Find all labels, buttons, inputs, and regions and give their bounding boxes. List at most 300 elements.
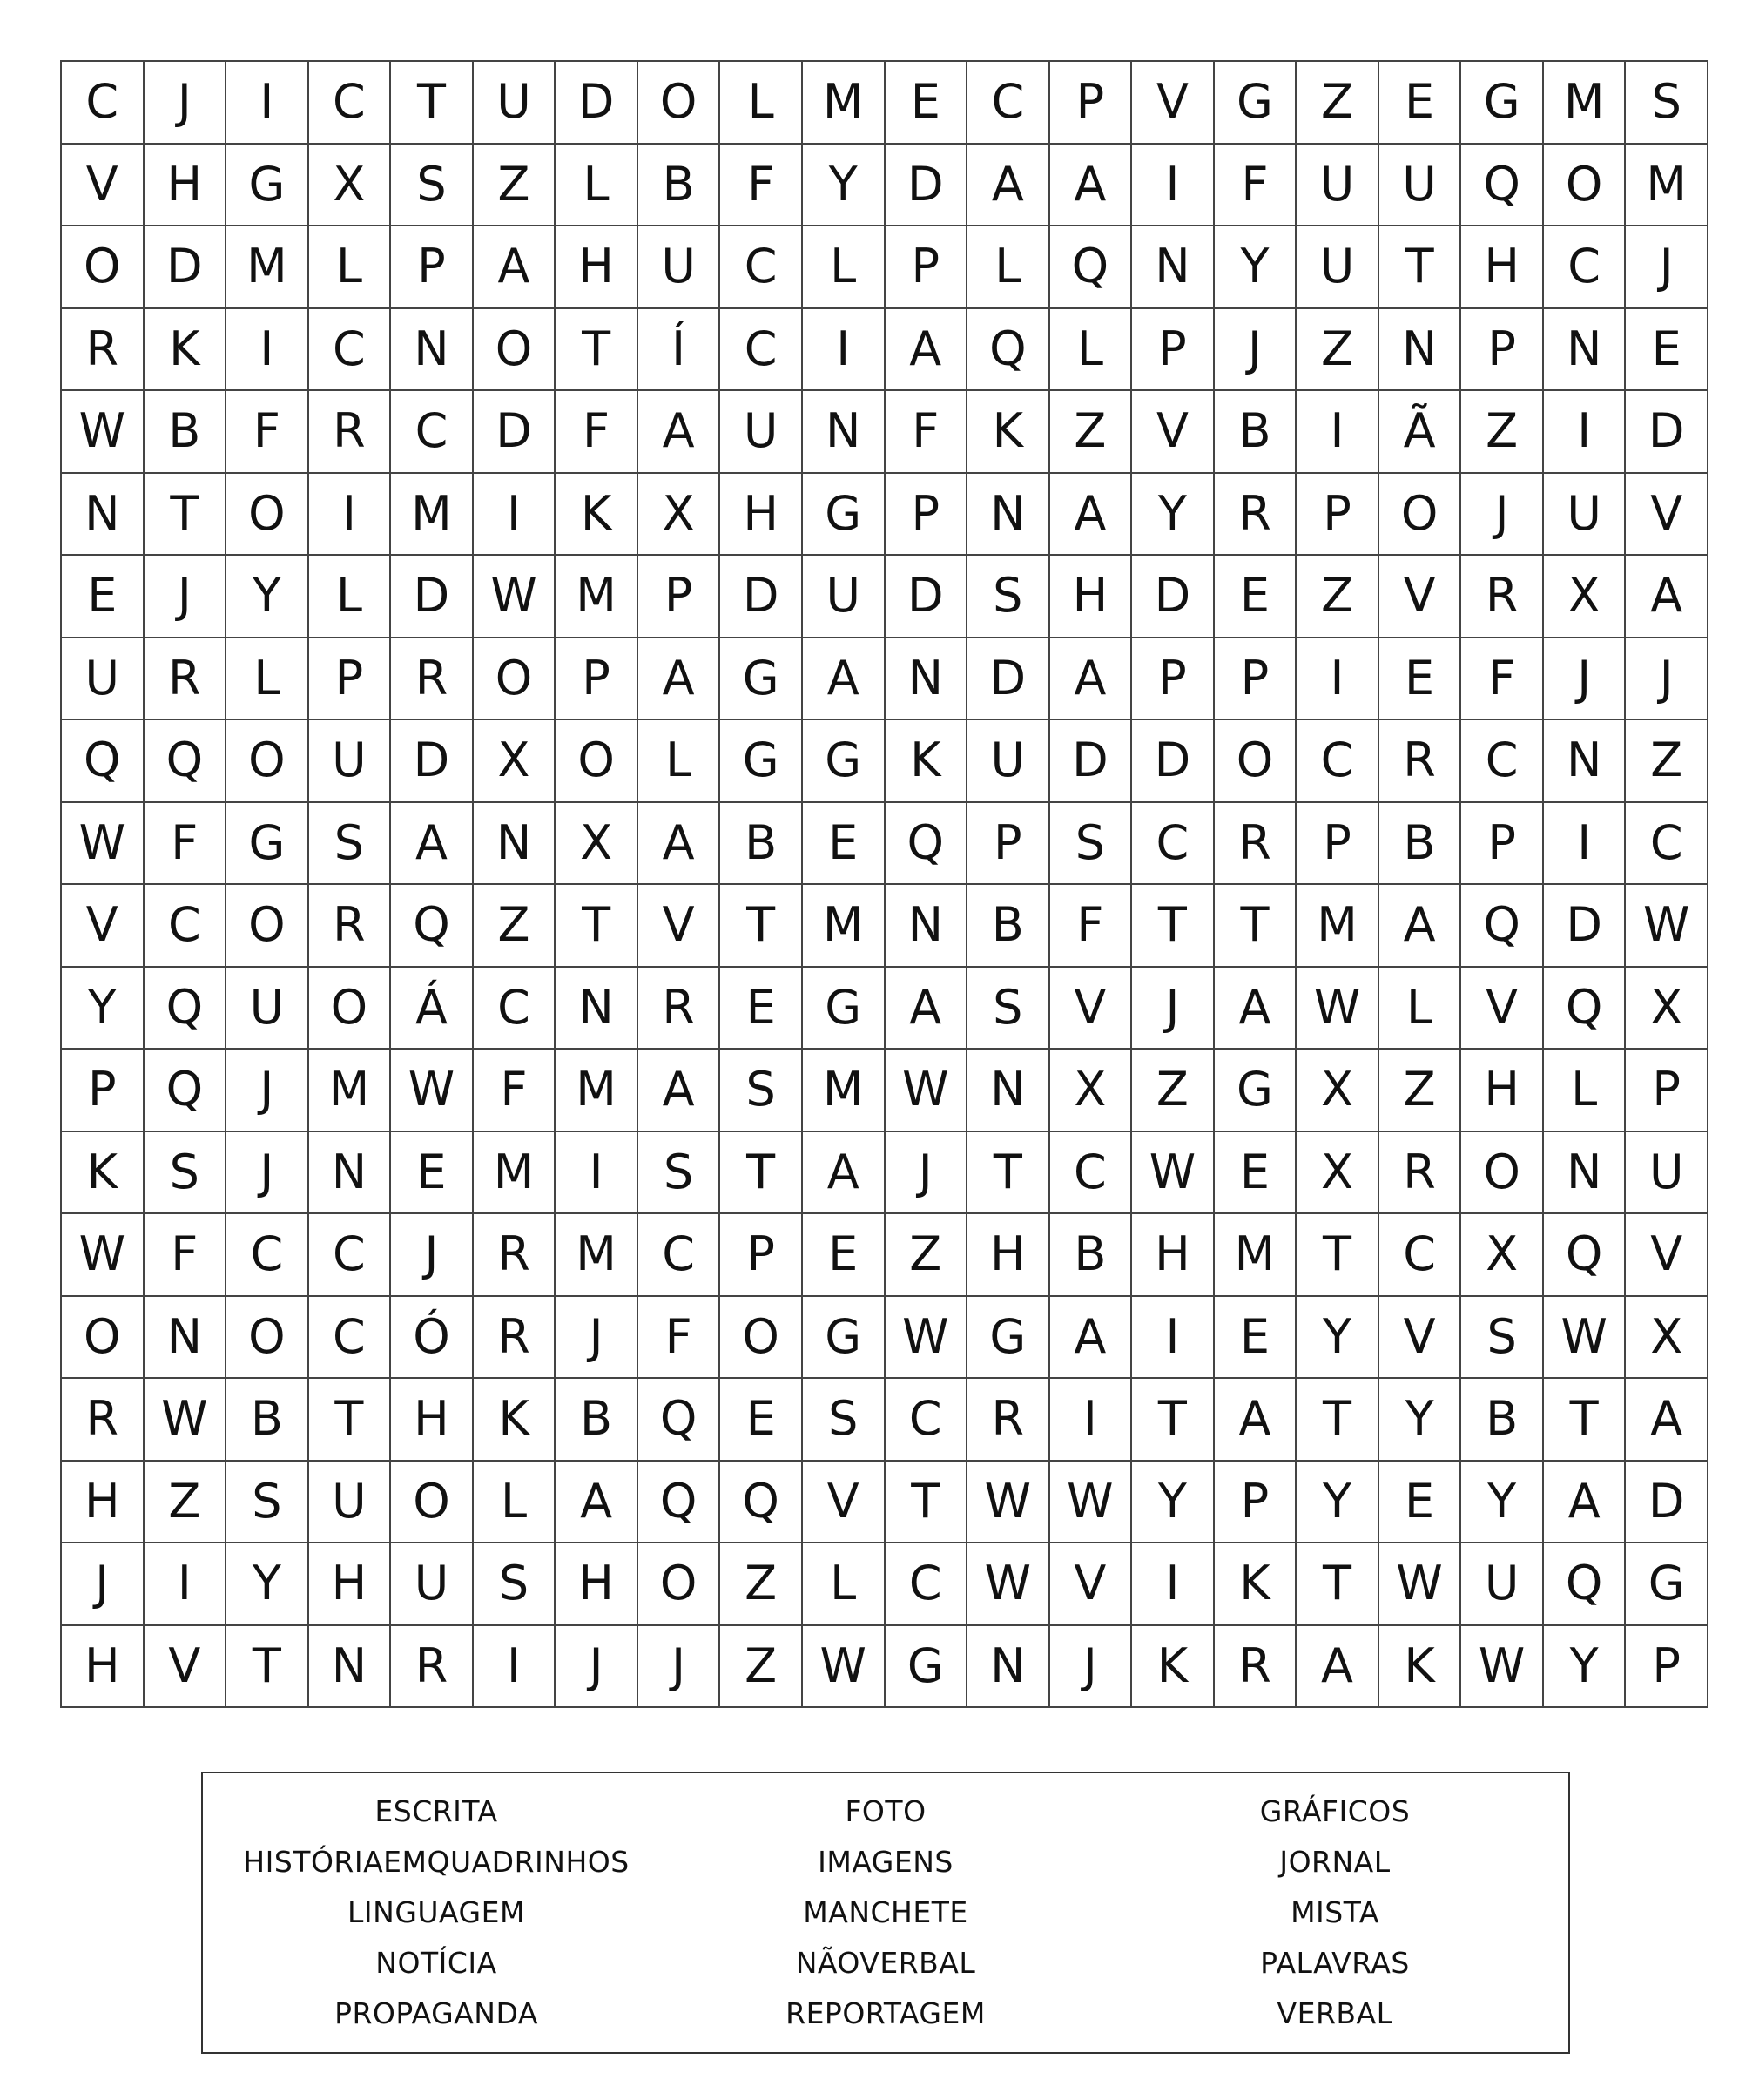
grid-cell[interactable]: I	[145, 1543, 227, 1626]
grid-cell[interactable]: Y	[1132, 474, 1215, 557]
grid-cell[interactable]: M	[1297, 885, 1379, 968]
grid-cell[interactable]: C	[1626, 803, 1708, 886]
grid-cell[interactable]: A	[474, 226, 556, 309]
grid-cell[interactable]: S	[803, 1379, 886, 1462]
grid-cell[interactable]: P	[638, 556, 721, 638]
grid-cell[interactable]: O	[1379, 474, 1462, 557]
grid-cell[interactable]: C	[720, 226, 803, 309]
grid-cell[interactable]: Y	[803, 145, 886, 227]
grid-cell[interactable]: D	[720, 556, 803, 638]
grid-cell[interactable]: D	[1132, 556, 1215, 638]
grid-cell[interactable]: W	[62, 1214, 145, 1297]
grid-cell[interactable]: O	[556, 720, 638, 803]
grid-cell[interactable]: Q	[145, 968, 227, 1050]
grid-cell[interactable]: C	[967, 62, 1050, 145]
grid-cell[interactable]: R	[391, 638, 474, 721]
grid-cell[interactable]: R	[62, 309, 145, 392]
grid-cell[interactable]: O	[226, 474, 309, 557]
grid-cell[interactable]: P	[1132, 638, 1215, 721]
grid-cell[interactable]: Z	[474, 885, 556, 968]
grid-cell[interactable]: W	[1050, 1462, 1133, 1544]
grid-cell[interactable]: B	[967, 885, 1050, 968]
grid-cell[interactable]: L	[1544, 1050, 1627, 1132]
grid-cell[interactable]: O	[309, 968, 392, 1050]
grid-cell[interactable]: Q	[886, 803, 968, 886]
grid-cell[interactable]: B	[1461, 1379, 1544, 1462]
grid-cell[interactable]: S	[1626, 62, 1708, 145]
grid-cell[interactable]: Q	[145, 720, 227, 803]
grid-cell[interactable]: H	[62, 1626, 145, 1709]
grid-cell[interactable]: F	[474, 1050, 556, 1132]
grid-cell[interactable]: I	[474, 1626, 556, 1709]
grid-cell[interactable]: M	[474, 1132, 556, 1215]
grid-cell[interactable]: M	[1626, 145, 1708, 227]
grid-cell[interactable]: N	[309, 1132, 392, 1215]
grid-cell[interactable]: V	[1132, 62, 1215, 145]
grid-cell[interactable]: H	[556, 1543, 638, 1626]
grid-cell[interactable]: C	[1379, 1214, 1462, 1297]
grid-cell[interactable]: R	[309, 391, 392, 474]
grid-cell[interactable]: X	[556, 803, 638, 886]
grid-cell[interactable]: O	[474, 638, 556, 721]
grid-cell[interactable]: R	[638, 968, 721, 1050]
grid-cell[interactable]: W	[62, 391, 145, 474]
grid-cell[interactable]: N	[967, 474, 1050, 557]
grid-cell[interactable]: M	[1544, 62, 1627, 145]
grid-cell[interactable]: Q	[145, 1050, 227, 1132]
grid-cell[interactable]: F	[1050, 885, 1133, 968]
grid-cell[interactable]: E	[1215, 556, 1297, 638]
grid-cell[interactable]: B	[638, 145, 721, 227]
grid-cell[interactable]: V	[1626, 1214, 1708, 1297]
grid-cell[interactable]: B	[1215, 391, 1297, 474]
grid-cell[interactable]: M	[803, 1050, 886, 1132]
grid-cell[interactable]: M	[226, 226, 309, 309]
grid-cell[interactable]: W	[886, 1050, 968, 1132]
grid-cell[interactable]: O	[62, 1297, 145, 1380]
grid-cell[interactable]: U	[1461, 1543, 1544, 1626]
grid-cell[interactable]: U	[638, 226, 721, 309]
grid-cell[interactable]: H	[62, 1462, 145, 1544]
grid-cell[interactable]: A	[1626, 1379, 1708, 1462]
grid-cell[interactable]: Z	[1050, 391, 1133, 474]
grid-cell[interactable]: J	[886, 1132, 968, 1215]
grid-cell[interactable]: O	[638, 62, 721, 145]
grid-cell[interactable]: P	[62, 1050, 145, 1132]
grid-cell[interactable]: F	[145, 803, 227, 886]
grid-cell[interactable]: E	[1379, 62, 1462, 145]
grid-cell[interactable]: A	[391, 803, 474, 886]
grid-cell[interactable]: N	[967, 1050, 1050, 1132]
grid-cell[interactable]: C	[638, 1214, 721, 1297]
grid-cell[interactable]: Y	[1132, 1462, 1215, 1544]
grid-cell[interactable]: T	[1297, 1379, 1379, 1462]
grid-cell[interactable]: T	[720, 1132, 803, 1215]
grid-cell[interactable]: Q	[1461, 145, 1544, 227]
grid-cell[interactable]: E	[886, 62, 968, 145]
grid-cell[interactable]: T	[145, 474, 227, 557]
grid-cell[interactable]: N	[145, 1297, 227, 1380]
grid-cell[interactable]: R	[1379, 720, 1462, 803]
grid-cell[interactable]: O	[62, 226, 145, 309]
grid-cell[interactable]: M	[803, 885, 886, 968]
grid-cell[interactable]: A	[1050, 638, 1133, 721]
grid-cell[interactable]: Y	[1544, 1626, 1627, 1709]
grid-cell[interactable]: A	[638, 803, 721, 886]
grid-cell[interactable]: R	[474, 1297, 556, 1380]
grid-cell[interactable]: F	[145, 1214, 227, 1297]
grid-cell[interactable]: G	[226, 145, 309, 227]
grid-cell[interactable]: R	[62, 1379, 145, 1462]
grid-cell[interactable]: E	[720, 1379, 803, 1462]
grid-cell[interactable]: Z	[1297, 556, 1379, 638]
grid-cell[interactable]: U	[967, 720, 1050, 803]
grid-cell[interactable]: G	[720, 638, 803, 721]
grid-cell[interactable]: W	[967, 1462, 1050, 1544]
grid-cell[interactable]: C	[1050, 1132, 1133, 1215]
grid-cell[interactable]: L	[1379, 968, 1462, 1050]
grid-cell[interactable]: G	[226, 803, 309, 886]
grid-cell[interactable]: N	[1379, 309, 1462, 392]
grid-cell[interactable]: J	[1626, 638, 1708, 721]
grid-cell[interactable]: D	[1626, 391, 1708, 474]
grid-cell[interactable]: R	[1215, 1626, 1297, 1709]
grid-cell[interactable]: B	[226, 1379, 309, 1462]
grid-cell[interactable]: S	[474, 1543, 556, 1626]
grid-cell[interactable]: W	[62, 803, 145, 886]
grid-cell[interactable]: G	[1461, 62, 1544, 145]
grid-cell[interactable]: K	[886, 720, 968, 803]
grid-cell[interactable]: P	[1050, 62, 1133, 145]
grid-cell[interactable]: U	[309, 1462, 392, 1544]
grid-cell[interactable]: N	[803, 391, 886, 474]
grid-cell[interactable]: W	[886, 1297, 968, 1380]
grid-cell[interactable]: B	[720, 803, 803, 886]
grid-cell[interactable]: O	[1461, 1132, 1544, 1215]
grid-cell[interactable]: P	[967, 803, 1050, 886]
grid-cell[interactable]: Y	[226, 1543, 309, 1626]
grid-cell[interactable]: A	[1215, 968, 1297, 1050]
grid-cell[interactable]: I	[1132, 1543, 1215, 1626]
grid-cell[interactable]: P	[720, 1214, 803, 1297]
grid-cell[interactable]: W	[391, 1050, 474, 1132]
grid-cell[interactable]: L	[720, 62, 803, 145]
grid-cell[interactable]: O	[226, 720, 309, 803]
grid-cell[interactable]: O	[391, 1462, 474, 1544]
grid-cell[interactable]: C	[62, 62, 145, 145]
grid-cell[interactable]: T	[1132, 1379, 1215, 1462]
grid-cell[interactable]: E	[391, 1132, 474, 1215]
grid-cell[interactable]: D	[474, 391, 556, 474]
grid-cell[interactable]: P	[886, 474, 968, 557]
grid-cell[interactable]: Y	[1215, 226, 1297, 309]
grid-cell[interactable]: V	[1379, 556, 1462, 638]
grid-cell[interactable]: J	[145, 556, 227, 638]
grid-cell[interactable]: U	[803, 556, 886, 638]
grid-cell[interactable]: W	[1297, 968, 1379, 1050]
grid-cell[interactable]: S	[1461, 1297, 1544, 1380]
grid-cell[interactable]: V	[145, 1626, 227, 1709]
grid-cell[interactable]: P	[1132, 309, 1215, 392]
grid-cell[interactable]: A	[1050, 474, 1133, 557]
grid-cell[interactable]: T	[226, 1626, 309, 1709]
grid-cell[interactable]: A	[556, 1462, 638, 1544]
grid-cell[interactable]: Y	[1297, 1297, 1379, 1380]
grid-cell[interactable]: A	[638, 638, 721, 721]
grid-cell[interactable]: H	[309, 1543, 392, 1626]
grid-cell[interactable]: O	[720, 1297, 803, 1380]
grid-cell[interactable]: E	[720, 968, 803, 1050]
grid-cell[interactable]: Q	[638, 1379, 721, 1462]
grid-cell[interactable]: R	[474, 1214, 556, 1297]
grid-cell[interactable]: C	[886, 1379, 968, 1462]
grid-cell[interactable]: T	[720, 885, 803, 968]
grid-cell[interactable]: L	[309, 556, 392, 638]
grid-cell[interactable]: U	[1626, 1132, 1708, 1215]
grid-cell[interactable]: L	[226, 638, 309, 721]
grid-cell[interactable]: Ó	[391, 1297, 474, 1380]
grid-cell[interactable]: I	[1544, 803, 1627, 886]
grid-cell[interactable]: L	[474, 1462, 556, 1544]
grid-cell[interactable]: J	[226, 1050, 309, 1132]
grid-cell[interactable]: W	[803, 1626, 886, 1709]
grid-cell[interactable]: A	[1050, 145, 1133, 227]
grid-cell[interactable]: R	[1379, 1132, 1462, 1215]
grid-cell[interactable]: X	[1626, 968, 1708, 1050]
grid-cell[interactable]: Q	[1461, 885, 1544, 968]
grid-cell[interactable]: E	[803, 803, 886, 886]
grid-cell[interactable]: U	[391, 1543, 474, 1626]
grid-cell[interactable]: C	[720, 309, 803, 392]
grid-cell[interactable]: T	[1297, 1214, 1379, 1297]
grid-cell[interactable]: Z	[474, 145, 556, 227]
grid-cell[interactable]: I	[1297, 391, 1379, 474]
grid-cell[interactable]: C	[1461, 720, 1544, 803]
grid-cell[interactable]: C	[1297, 720, 1379, 803]
grid-cell[interactable]: B	[145, 391, 227, 474]
grid-cell[interactable]: P	[556, 638, 638, 721]
grid-cell[interactable]: C	[1544, 226, 1627, 309]
grid-cell[interactable]: B	[1379, 803, 1462, 886]
grid-cell[interactable]: C	[886, 1543, 968, 1626]
grid-cell[interactable]: U	[62, 638, 145, 721]
grid-cell[interactable]: R	[967, 1379, 1050, 1462]
grid-cell[interactable]: H	[720, 474, 803, 557]
grid-cell[interactable]: H	[556, 226, 638, 309]
grid-cell[interactable]: W	[474, 556, 556, 638]
grid-cell[interactable]: Z	[1461, 391, 1544, 474]
grid-cell[interactable]: T	[556, 885, 638, 968]
grid-cell[interactable]: D	[886, 556, 968, 638]
grid-cell[interactable]: X	[638, 474, 721, 557]
grid-cell[interactable]: N	[1544, 309, 1627, 392]
grid-cell[interactable]: I	[474, 474, 556, 557]
grid-cell[interactable]: N	[1544, 1132, 1627, 1215]
grid-cell[interactable]: Z	[145, 1462, 227, 1544]
grid-cell[interactable]: T	[309, 1379, 392, 1462]
grid-cell[interactable]: X	[474, 720, 556, 803]
grid-cell[interactable]: D	[391, 720, 474, 803]
grid-cell[interactable]: Z	[1379, 1050, 1462, 1132]
grid-cell[interactable]: I	[1050, 1379, 1133, 1462]
grid-cell[interactable]: S	[1050, 803, 1133, 886]
grid-cell[interactable]: O	[1215, 720, 1297, 803]
grid-cell[interactable]: L	[803, 1543, 886, 1626]
grid-cell[interactable]: D	[1132, 720, 1215, 803]
grid-cell[interactable]: Á	[391, 968, 474, 1050]
grid-cell[interactable]: U	[1379, 145, 1462, 227]
grid-cell[interactable]: Y	[1297, 1462, 1379, 1544]
grid-cell[interactable]: G	[720, 720, 803, 803]
grid-cell[interactable]: I	[1132, 145, 1215, 227]
grid-cell[interactable]: J	[556, 1297, 638, 1380]
grid-cell[interactable]: C	[309, 1214, 392, 1297]
grid-cell[interactable]: K	[1215, 1543, 1297, 1626]
grid-cell[interactable]: H	[145, 145, 227, 227]
grid-cell[interactable]: O	[226, 1297, 309, 1380]
grid-cell[interactable]: F	[886, 391, 968, 474]
grid-cell[interactable]: V	[1132, 391, 1215, 474]
grid-cell[interactable]: T	[391, 62, 474, 145]
grid-cell[interactable]: H	[1132, 1214, 1215, 1297]
grid-cell[interactable]: Z	[886, 1214, 968, 1297]
grid-cell[interactable]: A	[1215, 1379, 1297, 1462]
grid-cell[interactable]: T	[1132, 885, 1215, 968]
grid-cell[interactable]: A	[638, 1050, 721, 1132]
grid-cell[interactable]: H	[1461, 226, 1544, 309]
grid-cell[interactable]: D	[1544, 885, 1627, 968]
grid-cell[interactable]: V	[1379, 1297, 1462, 1380]
grid-cell[interactable]: H	[1461, 1050, 1544, 1132]
grid-cell[interactable]: S	[226, 1462, 309, 1544]
grid-cell[interactable]: X	[1544, 556, 1627, 638]
grid-cell[interactable]: E	[1379, 638, 1462, 721]
grid-cell[interactable]: P	[1461, 309, 1544, 392]
grid-cell[interactable]: O	[1544, 145, 1627, 227]
grid-cell[interactable]: M	[1215, 1214, 1297, 1297]
grid-cell[interactable]: F	[1461, 638, 1544, 721]
grid-cell[interactable]: V	[1626, 474, 1708, 557]
grid-cell[interactable]: J	[391, 1214, 474, 1297]
grid-cell[interactable]: A	[886, 309, 968, 392]
grid-cell[interactable]: A	[1297, 1626, 1379, 1709]
grid-cell[interactable]: H	[1050, 556, 1133, 638]
grid-cell[interactable]: B	[556, 1379, 638, 1462]
grid-cell[interactable]: M	[556, 1050, 638, 1132]
grid-cell[interactable]: I	[1544, 391, 1627, 474]
grid-cell[interactable]: X	[1626, 1297, 1708, 1380]
grid-cell[interactable]: W	[1626, 885, 1708, 968]
grid-cell[interactable]: Z	[1626, 720, 1708, 803]
grid-cell[interactable]: G	[803, 968, 886, 1050]
grid-cell[interactable]: Q	[638, 1462, 721, 1544]
grid-cell[interactable]: H	[391, 1379, 474, 1462]
grid-cell[interactable]: X	[1050, 1050, 1133, 1132]
grid-cell[interactable]: C	[309, 1297, 392, 1380]
grid-cell[interactable]: A	[1626, 556, 1708, 638]
grid-cell[interactable]: M	[309, 1050, 392, 1132]
grid-cell[interactable]: A	[1050, 1297, 1133, 1380]
grid-cell[interactable]: S	[145, 1132, 227, 1215]
grid-cell[interactable]: M	[391, 474, 474, 557]
grid-cell[interactable]: V	[62, 145, 145, 227]
grid-cell[interactable]: S	[391, 145, 474, 227]
grid-cell[interactable]: J	[1544, 638, 1627, 721]
grid-cell[interactable]: N	[886, 638, 968, 721]
grid-cell[interactable]: V	[638, 885, 721, 968]
grid-cell[interactable]: G	[803, 1297, 886, 1380]
grid-cell[interactable]: P	[1215, 1462, 1297, 1544]
grid-cell[interactable]: I	[1297, 638, 1379, 721]
grid-cell[interactable]: F	[1215, 145, 1297, 227]
grid-cell[interactable]: H	[967, 1214, 1050, 1297]
grid-cell[interactable]: Y	[226, 556, 309, 638]
grid-cell[interactable]: N	[309, 1626, 392, 1709]
grid-cell[interactable]: E	[1626, 309, 1708, 392]
grid-cell[interactable]: P	[1461, 803, 1544, 886]
grid-cell[interactable]: A	[803, 638, 886, 721]
grid-cell[interactable]: M	[556, 556, 638, 638]
grid-cell[interactable]: J	[638, 1626, 721, 1709]
grid-cell[interactable]: L	[309, 226, 392, 309]
grid-cell[interactable]: D	[1626, 1462, 1708, 1544]
grid-cell[interactable]: J	[1050, 1626, 1133, 1709]
grid-cell[interactable]: S	[967, 968, 1050, 1050]
grid-cell[interactable]: Y	[1461, 1462, 1544, 1544]
grid-cell[interactable]: G	[1215, 1050, 1297, 1132]
grid-cell[interactable]: F	[720, 145, 803, 227]
grid-cell[interactable]: P	[391, 226, 474, 309]
grid-cell[interactable]: P	[1215, 638, 1297, 721]
grid-cell[interactable]: Í	[638, 309, 721, 392]
grid-cell[interactable]: Y	[62, 968, 145, 1050]
grid-cell[interactable]: M	[803, 62, 886, 145]
grid-cell[interactable]: O	[226, 885, 309, 968]
grid-cell[interactable]: I	[226, 309, 309, 392]
grid-cell[interactable]: G	[1626, 1543, 1708, 1626]
grid-cell[interactable]: V	[1461, 968, 1544, 1050]
grid-cell[interactable]: N	[474, 803, 556, 886]
grid-cell[interactable]: A	[886, 968, 968, 1050]
grid-cell[interactable]: T	[1215, 885, 1297, 968]
grid-cell[interactable]: A	[1544, 1462, 1627, 1544]
grid-cell[interactable]: G	[886, 1626, 968, 1709]
grid-cell[interactable]: V	[1050, 968, 1133, 1050]
grid-cell[interactable]: U	[226, 968, 309, 1050]
grid-cell[interactable]: U	[1297, 145, 1379, 227]
grid-cell[interactable]: N	[391, 309, 474, 392]
grid-cell[interactable]: K	[967, 391, 1050, 474]
grid-cell[interactable]: Z	[1297, 62, 1379, 145]
grid-cell[interactable]: E	[803, 1214, 886, 1297]
grid-cell[interactable]: R	[1461, 556, 1544, 638]
grid-cell[interactable]: C	[226, 1214, 309, 1297]
grid-cell[interactable]: E	[1215, 1132, 1297, 1215]
grid-cell[interactable]: L	[638, 720, 721, 803]
grid-cell[interactable]: G	[803, 474, 886, 557]
grid-cell[interactable]: D	[967, 638, 1050, 721]
grid-cell[interactable]: S	[720, 1050, 803, 1132]
grid-cell[interactable]: J	[62, 1543, 145, 1626]
grid-cell[interactable]: C	[474, 968, 556, 1050]
grid-cell[interactable]: J	[1215, 309, 1297, 392]
grid-cell[interactable]: J	[1626, 226, 1708, 309]
grid-cell[interactable]: N	[886, 885, 968, 968]
grid-cell[interactable]: V	[62, 885, 145, 968]
grid-cell[interactable]: X	[1297, 1050, 1379, 1132]
grid-cell[interactable]: W	[967, 1543, 1050, 1626]
grid-cell[interactable]: I	[803, 309, 886, 392]
